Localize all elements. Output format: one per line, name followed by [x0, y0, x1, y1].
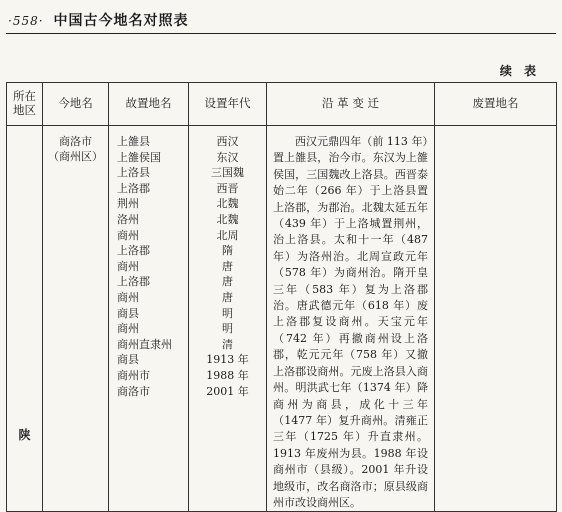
year-item: 北魏 — [216, 197, 239, 211]
year-item: 1913 年 — [206, 353, 249, 367]
old-name-item: 上洛县 — [117, 166, 150, 180]
old-name-item: 上雒县 — [117, 135, 150, 148]
table-row — [7, 126, 557, 512]
header-abolished: 废置地名 — [435, 83, 557, 126]
modern-name: 商洛市 — [59, 135, 92, 148]
continued-label: 续 表 — [499, 64, 540, 78]
header-history: 沿 革 变 迁 — [267, 83, 435, 126]
old-name-item: 商州市 — [117, 368, 150, 382]
year-item: 清 — [222, 337, 233, 351]
old-name-item: 上洛郡 — [117, 181, 150, 195]
years-list — [191, 134, 264, 399]
old-name-item: 商县 — [117, 353, 139, 367]
year-item: 1988 年 — [206, 368, 249, 382]
page-header — [8, 10, 189, 30]
old-names-cell — [109, 126, 189, 512]
header-old-name: 故置地名 — [109, 83, 189, 126]
old-name-item: 商州 — [117, 290, 139, 304]
header-year: 设置年代 — [189, 83, 267, 126]
page-number: ·558· — [8, 14, 44, 28]
modern-name-cell — [43, 126, 109, 512]
year-item: 明 — [222, 322, 233, 336]
year-item: 西晋 — [216, 181, 239, 195]
old-name-item: 荆州 — [117, 197, 139, 211]
year-item: 西汉 — [216, 135, 239, 148]
old-name-item: 上雒侯国 — [117, 150, 161, 164]
year-item: 北周 — [216, 228, 239, 242]
history-cell: 西汉元鼎四年（前 113 年）置上雒县，治今市。东汉为上雒侯国，三国魏改上洛县。西晋泰始二年（266 年）于上洛县置上洛郡，为郡治。北魏太延五年（439 年）于上洛城置荆州，治上洛县。太和十一年（487 年）为洛州治。北周宣政元年（578 年）为商州治。隋开皇三年（583 年）复为上洛郡治。唐武德元年（618 年）废上洛郡复设商州。天宝元年（742 年）再撤商州设上洛郡，乾元元年（758 年）又撤上洛郡设商州。元废上洛县入商州。明洪武七年（1374 年）降商州为商县，成化十三年（1477 年）复升商州。清雍正三年（1725 年）升直隶州。1913 年废州为县。1988 年设商州市（县级）。2001 年升设地级市，改名商洛市；原县级商州市改设商州区。 — [267, 126, 435, 512]
year-item: 隋 — [222, 244, 233, 258]
abolished-cell — [435, 126, 557, 512]
old-name-item: 洛州 — [117, 212, 139, 226]
year-item: 明 — [222, 306, 233, 320]
year-item: 唐 — [222, 259, 233, 273]
table-header-row — [7, 83, 557, 126]
year-item: 唐 — [222, 275, 233, 289]
year-item: 2001 年 — [206, 384, 249, 398]
header-modern-name: 今地名 — [43, 83, 109, 126]
region-cell: 陕 — [7, 126, 43, 512]
year-item: 唐 — [222, 290, 233, 304]
old-name-item: 商州 — [117, 228, 139, 242]
old-name-item: 商洛市 — [117, 384, 150, 398]
old-name-item: 商县 — [117, 306, 139, 320]
year-item: 三国魏 — [211, 166, 244, 180]
header-rule — [6, 33, 556, 34]
book-title: 中国古今地名对照表 — [53, 13, 189, 29]
old-name-item: 商州直隶州 — [117, 337, 172, 351]
old-name-item: 上洛郡 — [117, 244, 150, 258]
old-names-list — [111, 134, 186, 399]
place-name-table — [6, 82, 557, 512]
old-name-item: 上洛郡 — [117, 275, 150, 289]
modern-name-note: （商州区） — [48, 150, 103, 163]
header-region: 所在地区 — [7, 83, 43, 126]
year-item: 东汉 — [216, 150, 239, 164]
old-name-item: 商州 — [117, 259, 139, 273]
year-item: 北魏 — [216, 212, 239, 226]
years-cell — [189, 126, 267, 512]
old-name-item: 商州 — [117, 322, 139, 336]
